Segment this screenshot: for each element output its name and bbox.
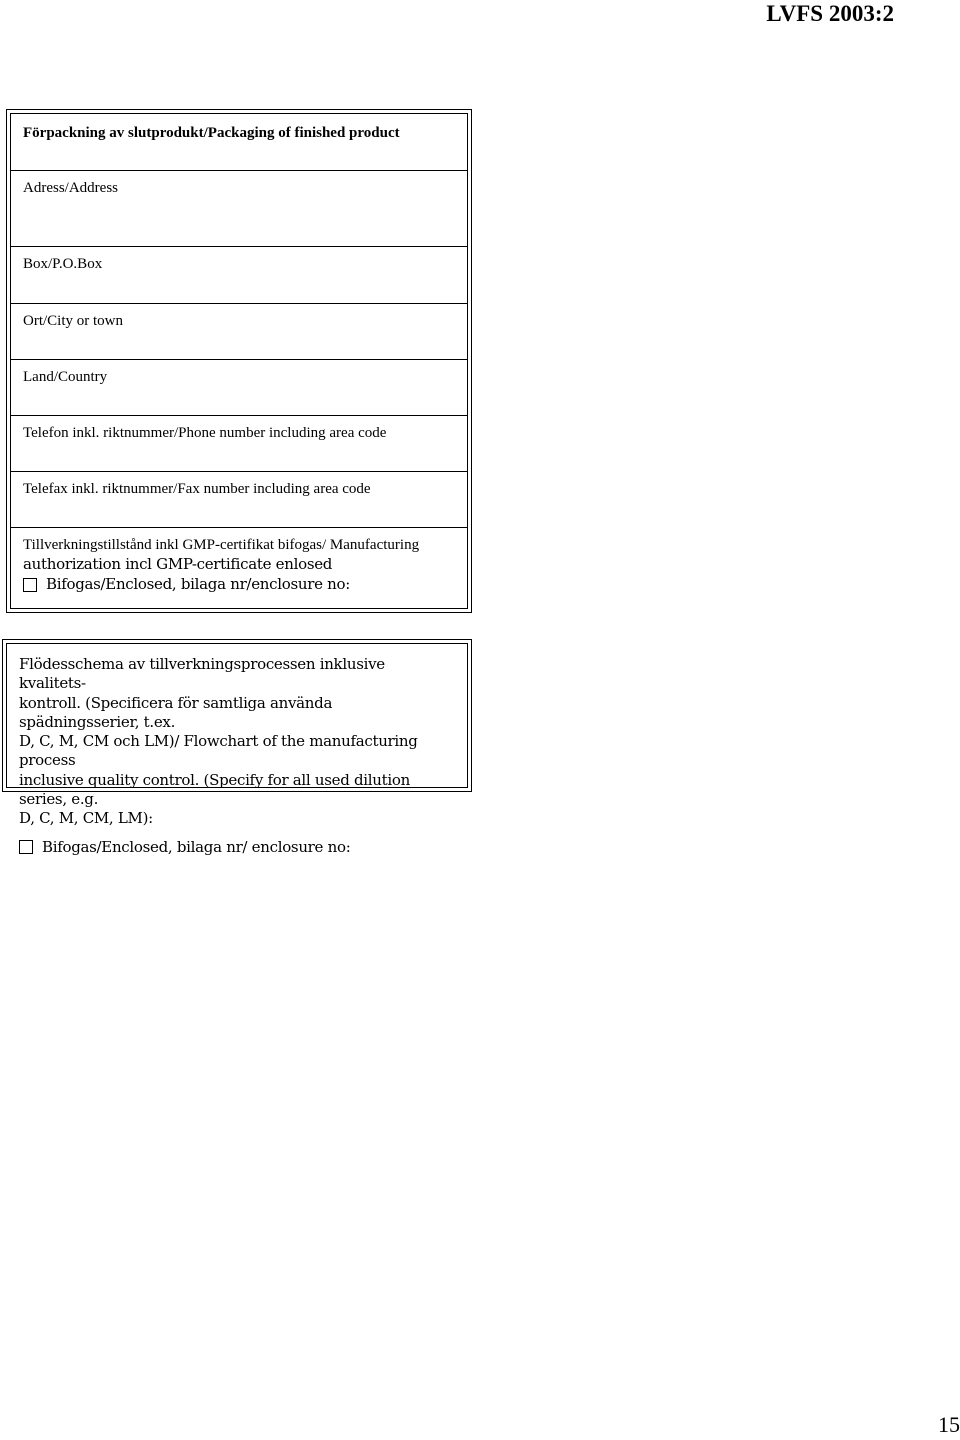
flowchart-enclosed-label: Bifogas/Enclosed, bilaga nr/ enclosure no:	[42, 837, 351, 856]
flowchart-line-3: D, C, M, CM och LM)/ Flowchart of the manufacturing process	[19, 732, 418, 770]
authorization-enclosed	[23, 575, 455, 594]
flowchart-line-4: inclusive quality control. (Specify for all used dilution series, e.g.	[19, 770, 410, 809]
fax-label: Telefax inkl. riktnummer/Fax number including area code	[23, 481, 371, 497]
flowchart-description	[19, 655, 455, 857]
phone-field[interactable]	[11, 416, 467, 472]
po-box-label: Box/P.O.Box	[23, 256, 103, 272]
document-code: LVFS 2003:2	[766, 1, 894, 26]
page-number: 15	[938, 1412, 960, 1437]
authorization-enclosed-label: Bifogas/Enclosed, bilaga nr/enclosure no:	[46, 575, 350, 593]
fax-field[interactable]	[11, 472, 467, 528]
address-field[interactable]	[11, 171, 467, 247]
authorization-line-1: Tillverkningstillstånd inkl GMP-certifikat bifogas/ Manufacturing	[23, 537, 420, 553]
flowchart-line-1: Flödesschema av tillverkningsprocessen inklusive kvalitets-	[19, 655, 385, 693]
flowchart-line-2: kontroll. (Specificera för samtliga använda spädningsserier, t.ex.	[19, 693, 333, 731]
flowchart-form-inner	[6, 643, 468, 856]
packaging-form	[6, 109, 472, 613]
packaging-title-row	[11, 114, 467, 171]
flowchart-form	[2, 639, 472, 856]
country-label: Land/Country	[23, 369, 108, 385]
packaging-title: Förpackning av slutprodukt/Packaging of finished product	[23, 125, 400, 141]
authorization-enclosed-checkbox[interactable]	[23, 578, 37, 592]
country-field[interactable]	[11, 360, 467, 416]
authorization-field	[11, 528, 467, 610]
city-field[interactable]	[11, 304, 467, 360]
packaging-form-inner	[10, 113, 468, 609]
flowchart-line-5: D, C, M, CM, LM):	[19, 809, 153, 828]
phone-label: Telefon inkl. riktnummer/Phone number including area code	[23, 425, 387, 441]
city-label: Ort/City or town	[23, 313, 123, 329]
flowchart-enclosed-checkbox[interactable]	[19, 840, 33, 854]
po-box-field[interactable]	[11, 247, 467, 304]
flowchart-enclosed	[19, 838, 455, 857]
authorization-line-2: authorization incl GMP-certificate enlosed	[23, 555, 333, 573]
address-label: Adress/Address	[23, 180, 118, 196]
